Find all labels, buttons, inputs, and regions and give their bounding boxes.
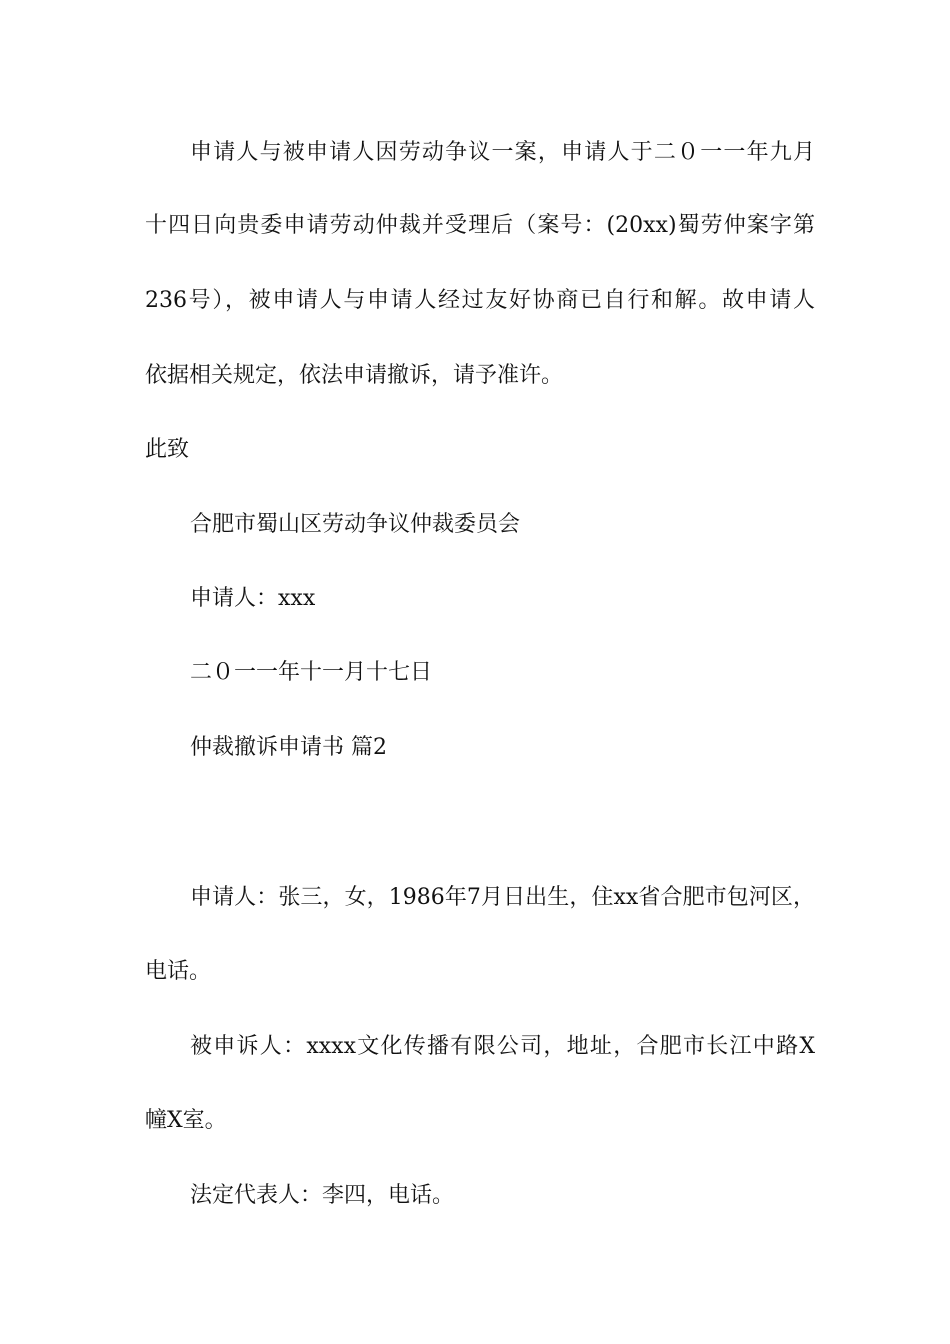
applicant-info-line-1: 申请人：张三，女，1986年7月日出生，住xx省合肥市包河区， [190, 885, 815, 910]
applicant-info-line-2: 电话。 [145, 959, 212, 984]
legal-representative: 法定代表人：李四，电话。 [190, 1183, 455, 1208]
respondent-info-line-1: 被申诉人：xxxx文化传播有限公司，地址，合肥市长江中路X [190, 1034, 815, 1059]
paragraph-1-line-4: 依据相关规定，依法申请撤诉，请予准许。 [145, 363, 564, 388]
paragraph-1-line-2: 十四日向贵委申请劳动仲裁并受理后（案号：(20xx)蜀劳仲案字第 [145, 213, 815, 238]
date: 二０一一年十一月十七日 [190, 660, 433, 685]
respondent-info-line-2: 幢X室。 [145, 1108, 227, 1133]
recipient: 合肥市蜀山区劳动争议仲裁委员会 [190, 512, 521, 537]
applicant-signature: 申请人：xxx [190, 586, 316, 611]
paragraph-1-line-1: 申请人与被申请人因劳动争议一案，申请人于二０一一年九月 [190, 140, 815, 165]
section-title: 仲裁撤诉申请书 篇2 [190, 735, 387, 760]
paragraph-1-line-3: 236号），被申请人与申请人经过友好协商已自行和解。故申请人 [145, 288, 815, 313]
salutation: 此致 [145, 437, 190, 462]
